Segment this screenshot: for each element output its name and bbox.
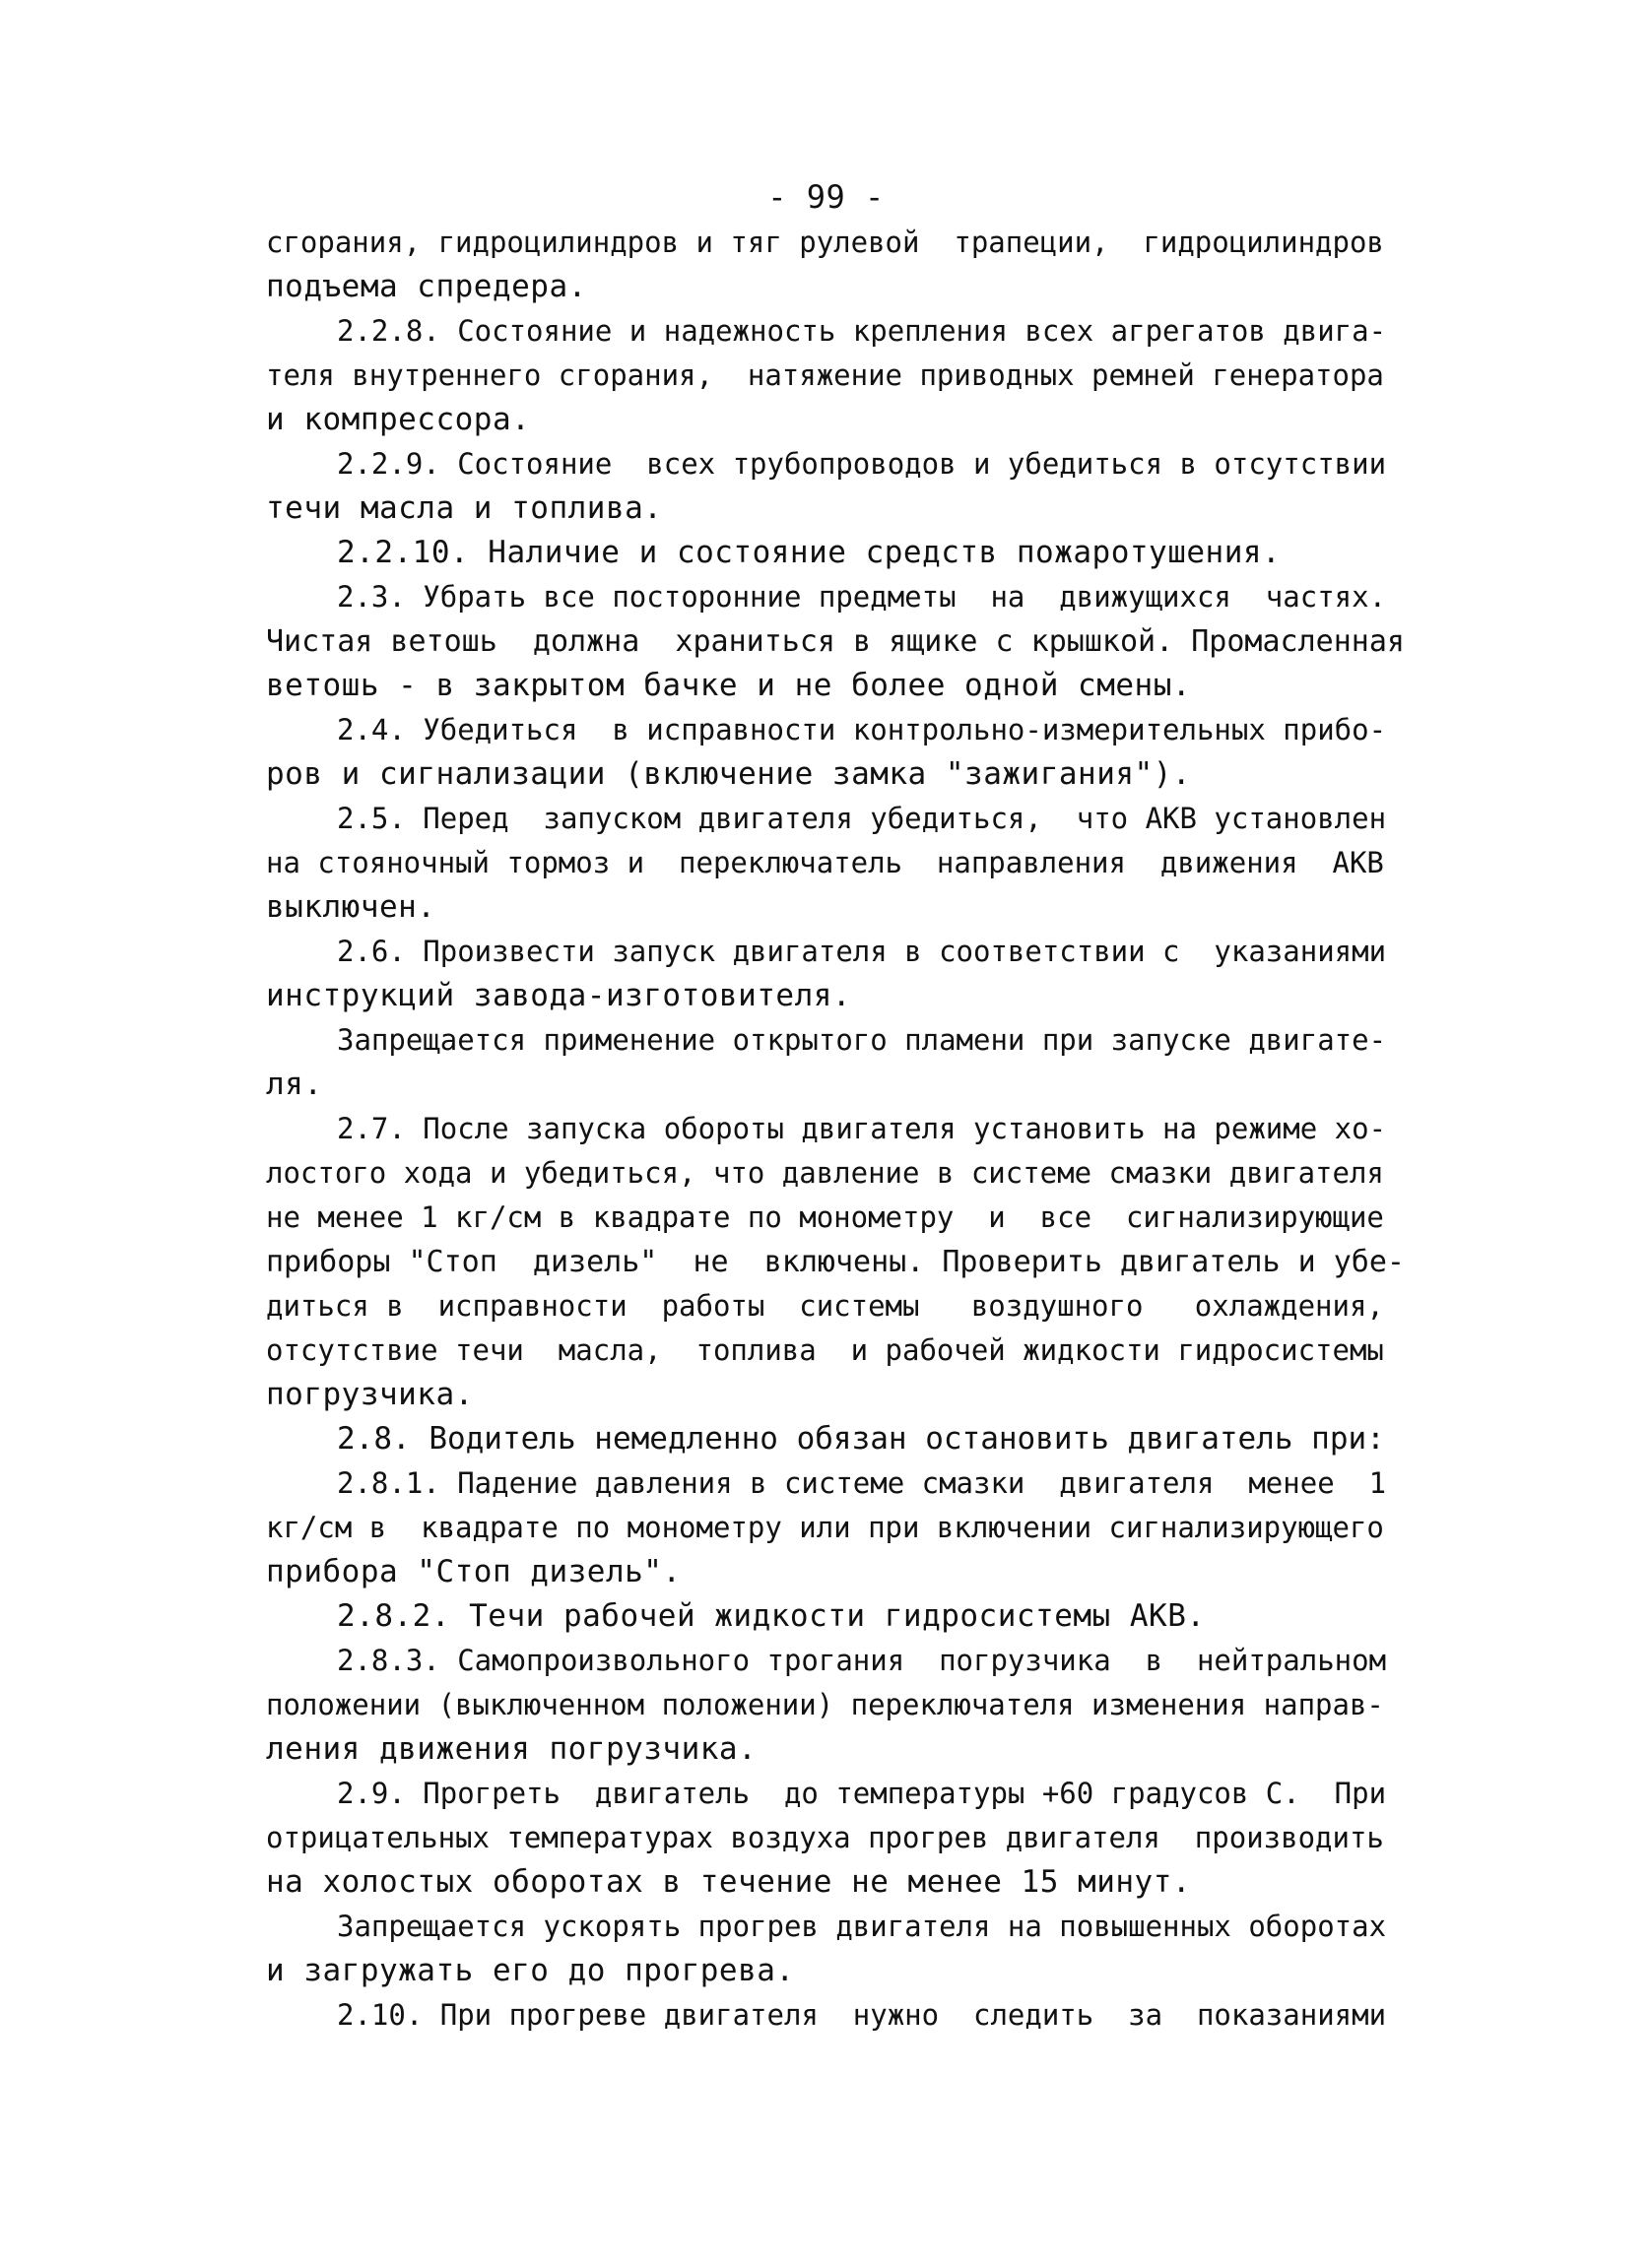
text-line: сгорания, гидроцилиндров и тяг рулевой трапеции, гидроцилиндров bbox=[266, 226, 1384, 259]
text-line: подъема спредера. bbox=[266, 269, 587, 304]
text-line: прибора "Стоп дизель". bbox=[266, 1554, 682, 1589]
text-line: 2.9. Прогреть двигатель до температуры +60 градусов С. При bbox=[337, 1777, 1387, 1810]
text-line: Чистая ветошь должна храниться в ящике с крышкой. Промасленная bbox=[266, 624, 1405, 659]
text-line: 2.2.9. Состояние всех трубопроводов и убедиться в отсутствии bbox=[337, 447, 1387, 481]
text-line: 2.3. Убрать все посторонние предметы на движущихся частях. bbox=[337, 580, 1387, 614]
text-line: отрицательных температурах воздуха прогрев двигателя производить bbox=[266, 1821, 1384, 1854]
text-line: 2.2.8. Состояние и надежность крепления всех агрегатов двига- bbox=[337, 314, 1387, 348]
text-line: 2.2.10. Наличие и состояние средств пожаротушения. bbox=[337, 535, 1282, 570]
text-line: 2.6. Произвести запуск двигателя в соответствии с указаниями bbox=[337, 935, 1387, 968]
text-line: и компрессора. bbox=[266, 402, 531, 437]
text-line: ветошь - в закрытом бачке и не более одной смены. bbox=[266, 668, 1192, 703]
text-line: Запрещается применение открытого пламени при запуске двигате- bbox=[337, 1023, 1387, 1057]
text-line: 2.8.3. Самопроизвольного трогания погрузчика в нейтральном bbox=[337, 1644, 1387, 1677]
text-line: Запрещается ускорять прогрев двигателя на повышенных оборотах bbox=[337, 1910, 1387, 1943]
text-line: приборы "Стоп дизель" не включены. Проверить двигатель и убе- bbox=[266, 1245, 1405, 1279]
text-line: 2.7. После запуска обороты двигателя установить на режиме хо- bbox=[337, 1112, 1387, 1145]
text-line: выключен. bbox=[266, 889, 436, 925]
text-line: и загружать его до прогрева. bbox=[266, 1953, 795, 1988]
text-line: кг/см в квадрате по монометру или при включении сигнализирующего bbox=[266, 1511, 1384, 1544]
text-line: 2.8. Водитель немедленно обязан остановить двигатель при: bbox=[337, 1421, 1385, 1457]
text-line: ления движения погрузчика. bbox=[266, 1731, 758, 1767]
page-number: - 99 - bbox=[767, 178, 885, 216]
text-line: 2.5. Перед запуском двигателя убедиться, что АКВ установлен bbox=[337, 802, 1387, 835]
text-line: на холостых оборотах в течение не менее 15 минут. bbox=[266, 1864, 1192, 1900]
text-line: 2.8.2. Течи рабочей жидкости гидросистемы АКВ. bbox=[337, 1598, 1206, 1634]
text-line: положении (выключенном положении) переключателя изменения направ- bbox=[266, 1688, 1384, 1721]
text-line: не менее 1 кг/см в квадрате по монометру и все сигнализирующие bbox=[266, 1200, 1384, 1234]
text-line: теля внутреннего сгорания, натяжение приводных ремней генератора bbox=[266, 358, 1384, 392]
text-line: отсутствие течи масла, топлива и рабочей жидкости гидросистемы bbox=[266, 1333, 1384, 1367]
text-line: погрузчика. bbox=[266, 1377, 474, 1412]
text-line: 2.4. Убедиться в исправности контрольно-измерительных прибо- bbox=[337, 713, 1387, 746]
text-line: ля. bbox=[266, 1067, 323, 1102]
text-line: течи масла и топлива. bbox=[266, 490, 663, 526]
text-line: диться в исправности работы системы воздушного охлаждения, bbox=[266, 1289, 1384, 1323]
text-line: 2.10. При прогреве двигателя нужно следить за показаниями bbox=[337, 1998, 1387, 2032]
text-line: 2.8.1. Падение давления в системе смазки двигателя менее 1 bbox=[337, 1466, 1387, 1500]
text-line: на стояночный тормоз и переключатель направления движения АКВ bbox=[266, 846, 1384, 879]
body-text bbox=[266, 221, 1409, 2038]
text-line: лостого хода и убедиться, что давление в системе смазки двигателя bbox=[266, 1156, 1384, 1190]
text-line: ров и сигнализации (включение замка "зажигания"). bbox=[266, 756, 1192, 792]
text-line: инструкций завода-изготовителя. bbox=[266, 978, 852, 1013]
